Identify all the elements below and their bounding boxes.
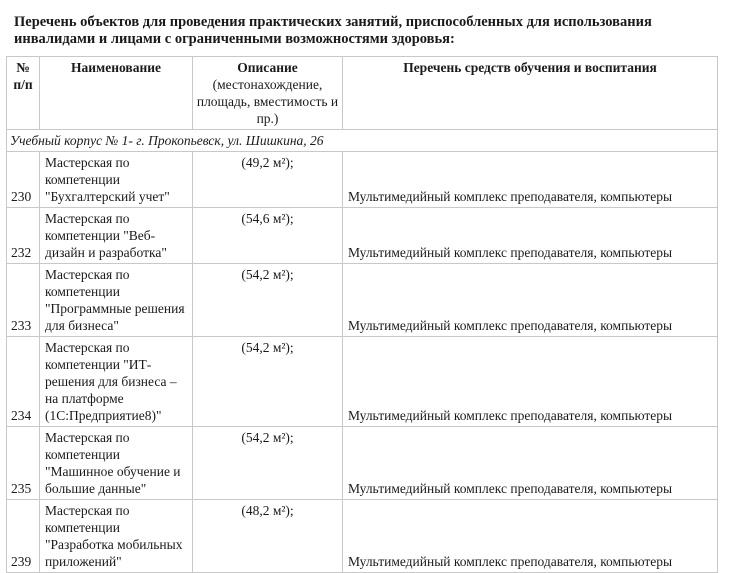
row-desc: (54,2 м²);	[193, 264, 343, 337]
facilities-table	[6, 56, 718, 573]
table-row	[7, 427, 718, 500]
row-num: 233	[7, 264, 40, 337]
row-num: 239	[7, 500, 40, 573]
header-list: Перечень средств обучения и воспитания	[343, 57, 718, 130]
row-name: Мастерская по компетенции "Машинное обучение и большие данные"	[40, 427, 193, 500]
header-name: Наименование	[40, 57, 193, 130]
row-name: Мастерская по компетенции "Веб-дизайн и разработка"	[40, 208, 193, 264]
row-num: 234	[7, 337, 40, 427]
row-desc: (54,2 м²);	[193, 337, 343, 427]
header-desc: Описание (местонахождение, площадь, вместимость и пр.)	[193, 57, 343, 130]
page-heading: Перечень объектов для проведения практических занятий, приспособленных для использования инвалидами и лицами с ограниченными возможностями здоровья:	[14, 14, 652, 47]
row-desc: (48,2 м²);	[193, 500, 343, 573]
row-desc: (54,6 м²);	[193, 208, 343, 264]
row-name: Мастерская по компетенции "Бухгалтерский учет"	[40, 152, 193, 208]
table-row	[7, 337, 718, 427]
header-num: № п/п	[7, 57, 40, 130]
row-num: 230	[7, 152, 40, 208]
row-num: 232	[7, 208, 40, 264]
row-list: Мультимедийный комплекс преподавателя, компьютеры	[343, 500, 718, 573]
row-list: Мультимедийный комплекс преподавателя, компьютеры	[343, 152, 718, 208]
row-list: Мультимедийный комплекс преподавателя, компьютеры	[343, 337, 718, 427]
row-name: Мастерская по компетенции "ИТ-решения для бизнеса – на платформе (1С:Предприятие8)"	[40, 337, 193, 427]
table-header-row	[7, 57, 718, 130]
row-name: Мастерская по компетенции "Программные решения для бизнеса"	[40, 264, 193, 337]
row-list: Мультимедийный комплекс преподавателя, компьютеры	[343, 264, 718, 337]
row-list: Мультимедийный комплекс преподавателя, компьютеры	[343, 208, 718, 264]
row-name: Мастерская по компетенции "Разработка мобильных приложений"	[40, 500, 193, 573]
table-row	[7, 152, 718, 208]
table-row	[7, 500, 718, 573]
table-row	[7, 264, 718, 337]
section-row	[7, 130, 718, 152]
row-desc: (49,2 м²);	[193, 152, 343, 208]
row-desc: (54,2 м²);	[193, 427, 343, 500]
row-list: Мультимедийный комплекс преподавателя, компьютеры	[343, 427, 718, 500]
row-num: 235	[7, 427, 40, 500]
section-title: Учебный корпус № 1- г. Прокопьевск, ул. Шишкина, 26	[7, 130, 718, 152]
table-row	[7, 208, 718, 264]
